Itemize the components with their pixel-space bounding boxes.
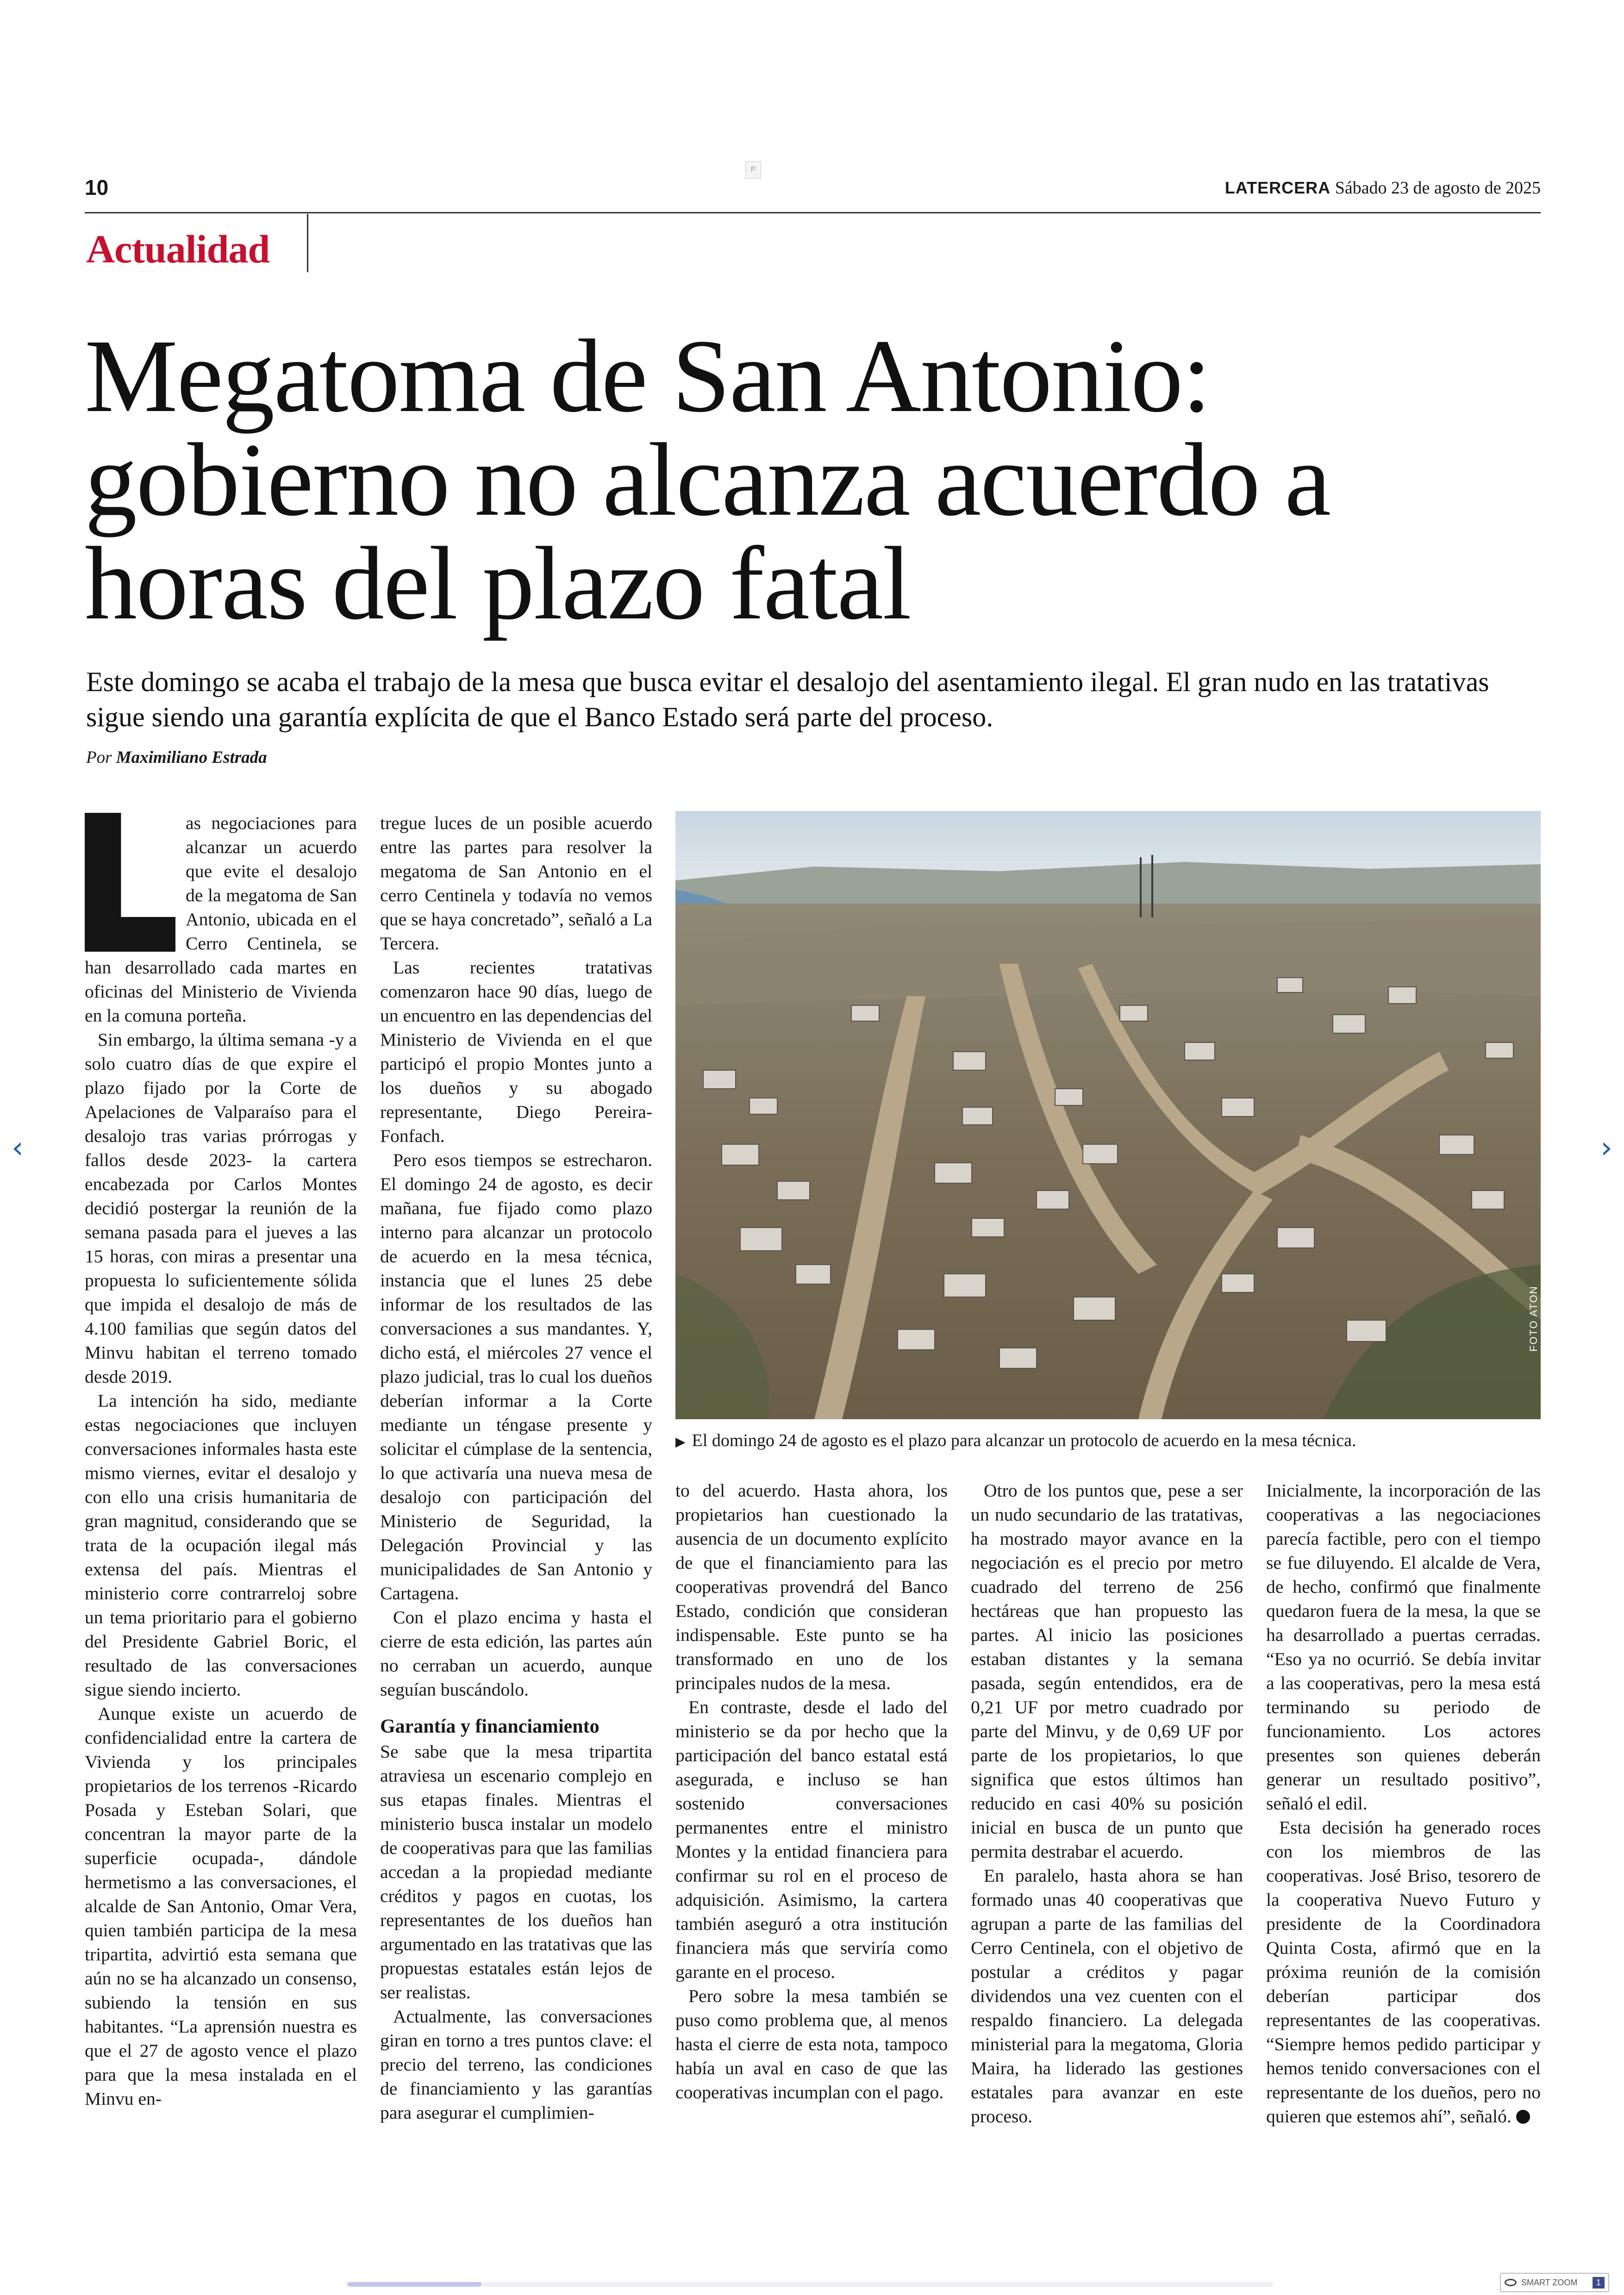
byline-prefix: Por bbox=[86, 748, 112, 767]
zoom-page-indicator: 1 bbox=[1593, 2277, 1605, 2289]
paragraph: Actualmente, las conversaciones giran en torno a tres puntos clave: el precio del terreno, las condiciones de financiamiento y las garantías para asegurar el cumplimien- bbox=[380, 2006, 652, 2123]
paragraph: as negociaciones para alcanzar un acuerdo que evite el desalojo de la megatoma de San Antonio, ubicada en el Cerro Centinela, se han desarrollado cada martes en oficinas del Ministerio de Vivienda en la comuna porteña. bbox=[85, 813, 357, 1026]
article-column-5 bbox=[1266, 1478, 1541, 2128]
paragraph: Las recientes tratativas comenzaron hace 90 días, luego de un encuentro en las dependencias del Ministerio de Vivienda en el que participó el propio Montes junto a los dueños y su abogado representante, Diego Pereira-Fonfach. bbox=[380, 957, 652, 1146]
headline: Megatoma de San Antonio: gobierno no alcanza acuerdo a horas del plazo fatal bbox=[85, 318, 1330, 641]
byline-author: Maximiliano Estrada bbox=[116, 748, 267, 767]
subheading: Garantía y financiamiento bbox=[380, 1716, 600, 1737]
end-mark-icon bbox=[1516, 2110, 1530, 2124]
issue-date: Sábado 23 de agosto de 2025 bbox=[1335, 178, 1541, 198]
paragraph: Con el plazo encima y hasta el cierre de esta edición, las partes aún no cerraban un acuerdo, aunque seguían buscándolo. bbox=[380, 1607, 652, 1700]
smart-zoom-button[interactable] bbox=[1500, 2273, 1609, 2292]
masthead bbox=[1225, 178, 1541, 198]
caption-arrow-icon: ▶ bbox=[675, 1434, 686, 1449]
paragraph: Otro de los puntos que, pese a ser un nudo secundario de las tratativas, ha mostrado mayor avance en la negociación es el precio por metro cuadrado del terreno de 256 hectáreas que han propuesto las partes. Al inicio las posiciones estaban distantes y la semana pasada, según entendidos, era de 0,21 UF por metro cuadrado por parte del Minvu, y de 0,69 UF por parte de los propietarios, lo que significa que estos últimos han reducido en casi 40% su posición inicial en busca de un punto que permita destrabar el acuerdo. bbox=[971, 1480, 1243, 1862]
article-column-4 bbox=[971, 1478, 1243, 2128]
page-number: 10 bbox=[85, 175, 109, 200]
paragraph: Sin embargo, la última semana -y a solo cuatro días de que expire el plazo fijado por la Corte de Apelaciones de Valparaíso para el desalojo tras varias prórrogas y fallos desde 2023- la cartera encabezada por Carlos Montes decidió postergar la reunión de la semana pasada para el jueves a las 15 horas, con miras a presentar una propuesta lo suficientemente sólida que impida el desalojo de más de 4.100 familias que según datos del Minvu habitan el terreno tomado desde 2019. bbox=[85, 1029, 357, 1387]
paragraph-text: Esta decisión ha generado roces con los miembros de las cooperativas. José Briso, tesorero de la cooperativa Nuevo Futuro y presidente de la Coordinadora Quinta Costa, afirmó que en la próxima reunión de la comisión deberían participar dos representantes de las cooperativas. “Siempre hemos pedido participar y hemos tenido conversaciones con el representante de los dueños, pero no quieren que estemos ahí”, señaló. bbox=[1266, 1817, 1541, 2127]
chevron-right-icon: › bbox=[1600, 1131, 1612, 1165]
caption-text: El domingo 24 de agosto es el plazo para alcanzar un protocolo de acuerdo en la mesa técnica. bbox=[692, 1431, 1356, 1450]
paragraph: tregue luces de un posible acuerdo entre las partes para resolver la megatoma de San Antonio en el cerro Centinela y todavía no vemos que se haya concretado”, señaló a La Tercera. bbox=[380, 813, 652, 954]
previous-page-button[interactable] bbox=[4, 1129, 31, 1166]
paragraph: Pero sobre la mesa también se puso como problema que, al menos hasta el cierre de esta nota, tampoco había un aval en caso de que las cooperativas incumplan con el pago. bbox=[675, 1986, 948, 2102]
paragraph: Aunque existe un acuerdo de confidencialidad entre la cartera de Vivienda y los principales propietarios de los terrenos -Ricardo Posada y Esteban Solari, que concentran la mayor parte de la superficie ocupada-, dándole hermetismo a las conversaciones, el alcalde de San Antonio, Omar Vera, quien también participa de la mesa tripartita, advirtió esta semana que aún no se ha alcanzado un consenso, subiendo la tensión en sus habitantes. “La aprensión nuestra es que el 27 de agosto vence el plazo para que la mesa instalada en el Minvu en- bbox=[85, 1703, 357, 2109]
photo-caption bbox=[675, 1429, 1541, 1453]
paragraph bbox=[1266, 1815, 1541, 2128]
article-column-3 bbox=[675, 1478, 948, 2104]
paragraph: to del acuerdo. Hasta ahora, los propietarios han cuestionado la ausencia de un documento explícito de que el financiamiento para las cooperativas provendrá del Banco Estado, condición que consideran indispensable. Este punto se ha transformado en uno de los principales nudos de la mesa. bbox=[675, 1480, 948, 1693]
scroll-thumb[interactable] bbox=[347, 2282, 481, 2287]
section-divider bbox=[307, 214, 308, 272]
section-label: Actualidad bbox=[86, 227, 270, 271]
paragraph: Se sabe que la mesa tripartita atraviesa un escenario complejo en sus etapas finales. Mientras el ministerio busca instalar un modelo de cooperativas para que las familias accedan a la propiedad mediante créditos y pagos en cuotas, los representantes de los dueños han argumentado en las tratativas que las propuestas estatales están lejos de ser realistas. bbox=[380, 1741, 652, 2002]
aerial-photo bbox=[675, 811, 1541, 1419]
byline bbox=[86, 748, 267, 767]
smart-zoom-label: SMART ZOOM bbox=[1521, 2277, 1578, 2287]
next-page-button[interactable] bbox=[1593, 1129, 1620, 1166]
scroll-track[interactable] bbox=[347, 2282, 1273, 2287]
eye-icon bbox=[1505, 2279, 1517, 2286]
deck-summary: Este domingo se acaba el trabajo de la mesa que busca evitar el desalojo del asentamiento ilegal. El gran nudo en las tratativas sigue siendo una garantía explícita de que el Banco Estado será parte del proceso. bbox=[86, 667, 1489, 732]
brand-name: LATERCERA bbox=[1224, 178, 1331, 197]
chevron-left-icon: ‹ bbox=[12, 1131, 24, 1165]
paragraph: La intención ha sido, mediante estas negociaciones que incluyen conversaciones informales hasta este mismo viernes, evitar el desalojo y con ello una crisis humanitaria de gran magnitud, considerando que se trata de la ocupación ilegal más extensa del país. Mientras el ministerio corre contrarreloj sobre un tema prioritario para el gobierno del Presidente Gabriel Boric, el resultado de las conversaciones sigue siendo incierto. bbox=[85, 1391, 357, 1700]
photo-credit: FOTO ATON bbox=[1528, 1285, 1539, 1352]
header-rule bbox=[85, 212, 1541, 213]
article-column-1 bbox=[85, 811, 357, 2111]
photo-illustration bbox=[675, 811, 1541, 1419]
paragraph: En paralelo, hasta ahora se han formado unas 40 cooperativas que agrupan a parte de las familias del Cerro Centinela, con el objetivo de postular a créditos y pagar dividendos una vez cuenten con el respaldo financiero. La delegada ministerial para la megatoma, Gloria Maira, ha liderado las gestiones estatales para avanzar en este proceso. bbox=[971, 1865, 1243, 2127]
paragraph: En contraste, desde el lado del ministerio se da por hecho que la participación del banco estatal está asegurada, e incluso se han sostenido conversaciones permanentes entre el ministro Montes y la entidad financiera para confirmar su rol en el proceso de adquisición. Asimismo, la cartera también aseguró a otra institución financiera más que serviría como garante en el proceso. bbox=[675, 1697, 948, 1982]
paragraph: Inicialmente, la incorporación de las cooperativas a las negociaciones parecía factible, pero con el tiempo se fue diluyendo. El alcalde de Vera, de hecho, confirmó que finalmente quedaron fuera de la mesa, la que se ha desarrollado a puertas cerradas. “Eso ya no ocurrió. Se debía invitar a las cooperativas, pero la mesa está terminando su periodo de funcionamiento. Los actores presentes son quienes deberán generar un resultado positivo”, señaló el edil. bbox=[1266, 1480, 1541, 1814]
paragraph: Pero esos tiempos se estrecharon. El domingo 24 de agosto, es decir mañana, fue fijado como plazo interno para alcanzar un protocolo de acuerdo en la mesa técnica, instancia que el lunes 25 debe informar de los resultados de las conversaciones a sus mandantes. Y, dicho está, el miércoles 27 vence el plazo judicial, tras lo cual los dueños deberían informar a la Corte mediante un téngase presente y solicitar el cúmplase de la sentencia, lo que activaría una nueva mesa de desalojo con participación del Ministerio de Seguridad, la Delegación Provincial y las municipalidades de San Antonio y Cartagena. bbox=[380, 1150, 652, 1603]
article-column-2 bbox=[380, 811, 652, 2125]
page-mark: P bbox=[745, 161, 761, 179]
